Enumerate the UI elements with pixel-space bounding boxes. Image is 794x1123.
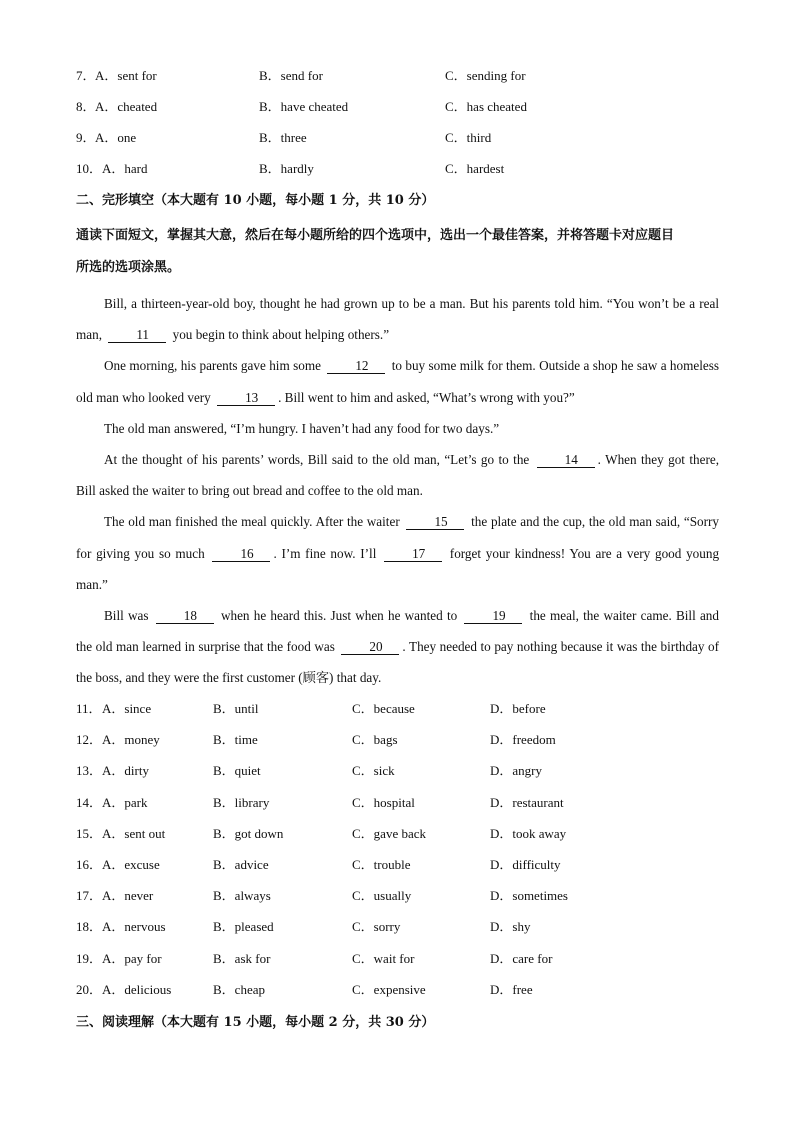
- option-b: B．three: [259, 130, 307, 145]
- option-a: A．pay for: [102, 950, 162, 966]
- passage-text: the plate and the cup, the old man said, “Sorry for giving you so much: [76, 514, 720, 561]
- option-a: A．one: [95, 130, 137, 145]
- passage-paragraph-5: [76, 506, 719, 600]
- option-c: C．trouble: [352, 857, 411, 872]
- cloze-passage: [76, 288, 719, 694]
- option-a: A．hard: [102, 161, 148, 176]
- option-d: D．restaurant: [490, 794, 564, 810]
- option-d: D．care for: [490, 950, 553, 966]
- option-a: A．excuse: [102, 857, 160, 872]
- option-a: A．cheated: [95, 99, 158, 114]
- passage-text: . They needed to pay nothing because it was the birthday of the boss, and they were the first customer (顾客) that day.: [76, 639, 720, 686]
- passage-text: Bill, a thirteen-year-old boy, thought he had grown up to be a man. But his parents told him. “You won’t be a real man,: [76, 296, 719, 343]
- option-c: C．hardest: [445, 161, 505, 176]
- option-b: B．quiet: [213, 763, 261, 779]
- option-b: B．advice: [213, 857, 269, 872]
- passage-text: the meal, the waiter came. Bill and the old man learned in surprise that the food was: [76, 608, 719, 655]
- question-number: 13．: [76, 763, 103, 779]
- passage-text: to buy some milk for them. Outside a shop he saw a homeless old man who looked very: [76, 358, 720, 405]
- question-number: 10．: [76, 161, 103, 176]
- passage-text: At the thought of his parents’ words, Bill said to the old man, “Let’s go to the: [104, 452, 530, 468]
- blank-19: 19: [464, 608, 522, 624]
- option-a: A．sent out: [102, 825, 166, 841]
- passage-text: The old man finished the meal quickly. After the waiter: [104, 514, 400, 530]
- question-number: 16．: [76, 857, 103, 872]
- option-a: A．delicious: [102, 981, 172, 997]
- blank-18: 18: [156, 608, 214, 624]
- option-b: B．pleased: [213, 919, 274, 935]
- question-8-options: [76, 97, 636, 117]
- passage-text: . Bill went to him and asked, “What’s wrong with you?”: [278, 389, 575, 405]
- passage-paragraph-3: [76, 413, 719, 444]
- question-number: 15．: [76, 825, 103, 841]
- question-number: 9．: [76, 130, 96, 145]
- option-b: B．ask for: [213, 950, 271, 966]
- option-b: B．send for: [259, 68, 323, 83]
- question-number: 18．: [76, 919, 103, 935]
- question-number: 14．: [76, 794, 103, 810]
- option-a: A．never: [102, 888, 154, 904]
- option-c: C．has cheated: [445, 99, 527, 114]
- question-12-options: [76, 730, 636, 750]
- option-a: A．sent for: [95, 68, 157, 83]
- question-13-options: [76, 761, 636, 781]
- option-c: C．wait for: [352, 950, 415, 966]
- blank-13: 13: [217, 390, 275, 406]
- passage-text: you begin to think about helping others.”: [172, 327, 390, 343]
- option-b: B．cheap: [213, 981, 265, 997]
- question-number: 12．: [76, 732, 103, 748]
- passage-text: when he heard this. Just when he wanted to: [220, 608, 458, 624]
- option-c: C．sorry: [352, 919, 401, 935]
- option-d: D．angry: [490, 763, 542, 779]
- cloze-instruction-line-1: 通读下面短文，掌握其大意，然后在每小题所给的四个选项中，选出一个最佳答案，并将答题卡对应题目: [76, 228, 675, 243]
- passage-text: One morning, his parents gave him some: [104, 358, 321, 374]
- blank-14: 14: [537, 452, 595, 468]
- option-c: C．expensive: [352, 981, 426, 997]
- option-a: A．since: [102, 701, 152, 716]
- question-18-options: [76, 917, 636, 937]
- question-number: 20．: [76, 981, 103, 997]
- question-11-options: [76, 699, 636, 719]
- option-b: B．hardly: [259, 161, 314, 176]
- option-a: A．money: [102, 732, 160, 748]
- passage-text: . When they got there, Bill asked the waiter to bring out bread and coffee to the old man.: [76, 452, 719, 499]
- question-20-options: [76, 980, 636, 1000]
- question-9-options: [76, 128, 636, 148]
- blank-16: 16: [212, 546, 270, 562]
- question-number: 19．: [76, 950, 103, 966]
- option-a: A．park: [102, 794, 148, 810]
- option-b: B．always: [213, 888, 271, 904]
- option-d: D．free: [490, 981, 533, 997]
- blank-20: 20: [341, 639, 399, 655]
- option-a: A．nervous: [102, 919, 166, 935]
- option-b: B．until: [213, 701, 259, 716]
- passage-text: The old man answered, “I’m hungry. I haven’t had any food for two days.”: [104, 420, 500, 436]
- blank-11: 11: [108, 327, 166, 343]
- section-heading-reading: 三、阅读理解（本大题有 15 小题，每小题 2 分，共 30 分）: [76, 1015, 435, 1030]
- blank-15: 15: [406, 514, 464, 530]
- question-15-options: [76, 824, 636, 844]
- option-d: D．freedom: [490, 732, 556, 748]
- question-number: 17．: [76, 888, 103, 904]
- passage-paragraph-1: [76, 288, 719, 350]
- option-d: D．sometimes: [490, 888, 568, 904]
- option-d: D．shy: [490, 919, 531, 935]
- question-7-options: [76, 66, 636, 86]
- option-c: C．gave back: [352, 825, 427, 841]
- passage-text: . I’m fine now. I’ll: [273, 545, 377, 561]
- option-c: C．sick: [352, 763, 395, 779]
- question-10-options: [76, 159, 636, 179]
- option-d: D．before: [490, 701, 546, 716]
- option-c: C．sending for: [445, 68, 526, 83]
- question-14-options: [76, 793, 636, 813]
- question-number: 8．: [76, 99, 96, 114]
- option-c: C．because: [352, 701, 415, 716]
- blank-17: 17: [384, 546, 442, 562]
- question-19-options: [76, 949, 636, 969]
- option-b: B．got down: [213, 825, 284, 841]
- option-d: D．difficulty: [490, 857, 561, 872]
- section-heading-cloze: 二、完形填空（本大题有 10 小题，每小题 1 分，共 10 分）: [76, 193, 435, 208]
- option-c: C．bags: [352, 732, 398, 748]
- blank-12: 12: [327, 358, 385, 374]
- cloze-instruction-line-2: 所选的选项涂黑。: [76, 260, 181, 275]
- option-c: C．usually: [352, 888, 412, 904]
- passage-text: Bill was: [104, 608, 149, 624]
- option-a: A．dirty: [102, 763, 149, 779]
- option-b: B．library: [213, 794, 270, 810]
- option-c: C．hospital: [352, 794, 415, 810]
- option-c: C．third: [445, 130, 492, 145]
- question-17-options: [76, 886, 636, 906]
- passage-paragraph-2: [76, 350, 719, 412]
- option-d: D．took away: [490, 825, 567, 841]
- option-b: B．time: [213, 732, 258, 748]
- option-b: B．have cheated: [259, 99, 349, 114]
- question-number: 11．: [76, 701, 102, 716]
- question-number: 7．: [76, 68, 96, 83]
- passage-paragraph-6: [76, 600, 719, 694]
- question-16-options: [76, 855, 636, 875]
- passage-paragraph-4: [76, 444, 719, 506]
- passage-text: forget your kindness! You are a very good young man.”: [76, 545, 720, 592]
